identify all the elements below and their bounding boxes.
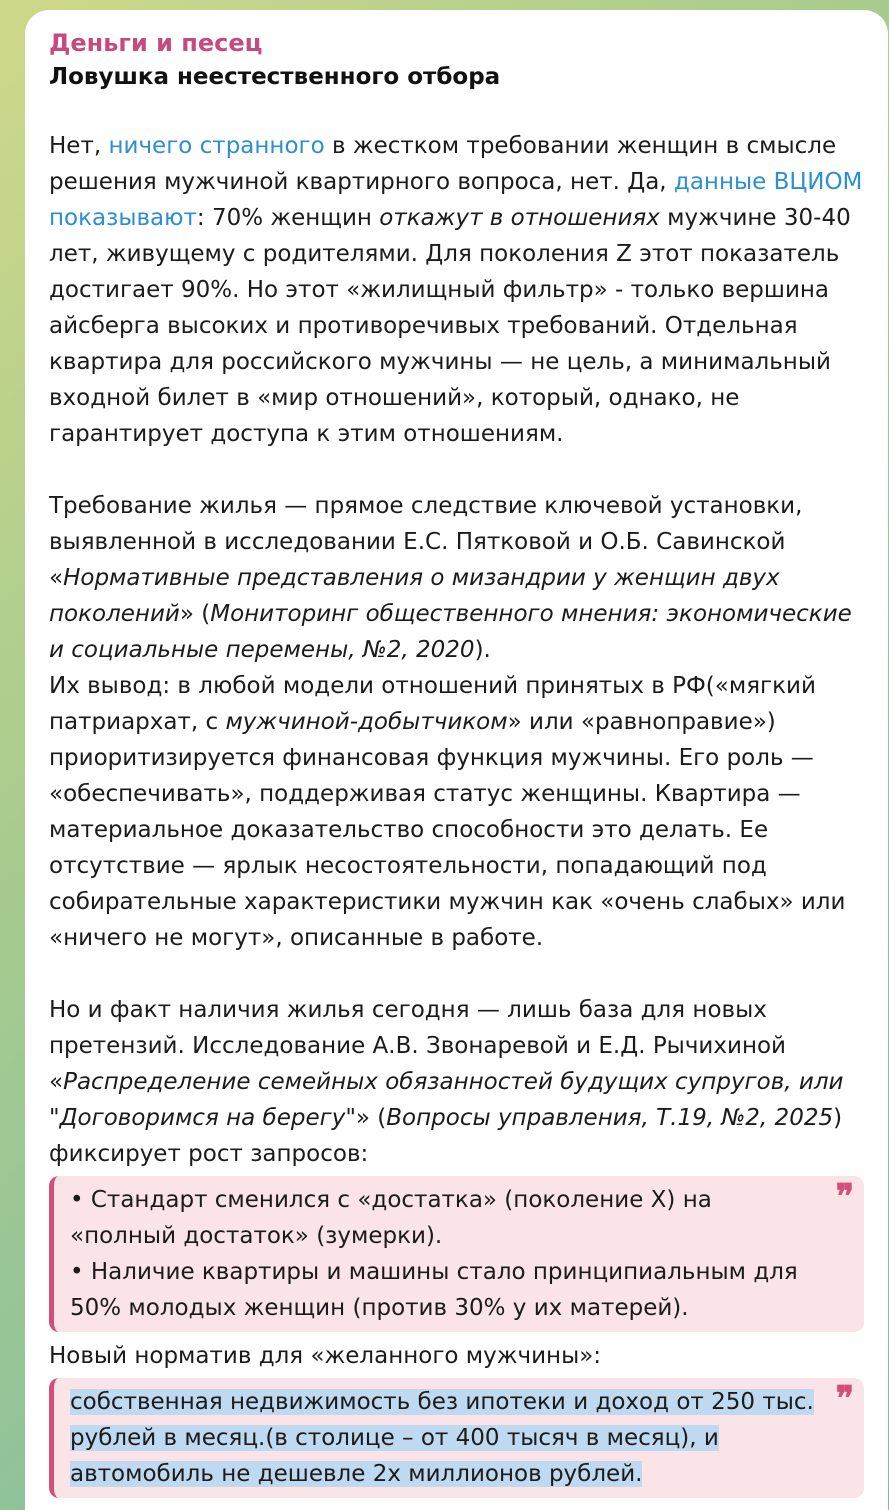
message-bubble: [25, 10, 888, 1510]
paragraph-3: [49, 668, 864, 956]
text: мужчине 30-40 лет, живущему с родителями. Для поколения Z этот показатель достигает 90%. Но этот «жилищный фильтр» - только вершина айсберга высоких и противоречивых требований. Отдельная квартира для российского мужчины — не цель, а минимальный входной билет в «мир отношений», который, однако, не гарантирует доступа к этим отношениям.: [49, 205, 851, 447]
italic-text: откажут в отношениях: [379, 205, 660, 231]
blockquote-2: [49, 1378, 864, 1498]
italic-text: Распределение семейных обязанностей будущих супругов, или "Договоримся на берегу": [49, 1069, 844, 1131]
paragraph-2: [49, 488, 864, 668]
quote-line-1: • Стандарт сменился с «достатка» (поколение X) на «полный достаток» (зумерки).: [70, 1187, 712, 1249]
quote-mark-icon: ❞: [835, 1177, 854, 1217]
text: Нет,: [49, 133, 109, 159]
text: в жестком требовании женщин в смысле решения мужчиной квартирного вопроса, нет. Да,: [49, 133, 837, 195]
spacer: [49, 452, 864, 488]
italic-text: Мониторинг общественного мнения: экономические и социальные перемены, №2, 2020: [49, 601, 852, 663]
quote-line-2: • Наличие квартиры и машины стало принципиальным для 50% молодых женщин (против 30% у их матерей).: [70, 1259, 798, 1321]
blockquote-1: [49, 1176, 864, 1332]
post-body: [49, 128, 864, 1498]
spacer: [49, 956, 864, 992]
link-nichego-strannogo[interactable]: ничего странного: [108, 133, 325, 159]
post-title: Ловушка неестественного отбора: [49, 64, 501, 90]
text: » (: [355, 1105, 387, 1131]
paragraph-1: [49, 128, 864, 452]
link-vciom[interactable]: данные ВЦИОМ показывают: [49, 169, 863, 231]
text: Требование жилья — прямое следствие ключевой установки, выявленной в исследовании Е.С. Пятковой и О.Б. Савинской «: [49, 493, 803, 591]
italic-text: Нормативные представления о мизандрии у женщин двух поколений: [49, 565, 780, 627]
quote-mark-icon: ❞: [835, 1379, 854, 1419]
italic-text: Вопросы управления, Т.19, №2, 2025: [386, 1105, 834, 1131]
text: Но и факт наличия жилья сегодня — лишь база для новых претензий. Исследование А.В. Звонаревой и Е.Д. Рычихиной «: [49, 997, 786, 1095]
text: » (: [179, 601, 211, 627]
text: Их вывод: в любой модели отношений принятых в РФ(«мягкий патриархат, с: [49, 673, 816, 735]
channel-name[interactable]: Деньги и песец: [49, 29, 263, 57]
text: ).: [474, 637, 491, 663]
selected-quote-text[interactable]: собственная недвижимость без ипотеки и доход от 250 тыс. рублей в месяц.(в столице – от 400 тысяч в месяц), и автомобиль не дешевле 2х миллионов рублей.: [70, 1389, 814, 1487]
paragraph-5: Новый норматив для «желанного мужчины»:: [49, 1343, 602, 1369]
text: » или «равноправие») приоритизируется финансовая функция мужчины. Его роль — «обеспечивать», поддерживая статус женщины. Квартира — материальное доказательство способности это делать. Ее отсутствие — ярлык несостоятельности, попадающий под собирательные характеристики мужчин как «очень слабых» или «ничего не могут», описанные в работе.: [49, 709, 846, 951]
text: : 70% женщин: [196, 205, 380, 231]
italic-text: мужчиной-добытчиком: [225, 709, 508, 735]
text: ) фиксирует рост запросов:: [49, 1105, 843, 1167]
paragraph-4: [49, 992, 864, 1172]
spacer: [49, 92, 864, 128]
